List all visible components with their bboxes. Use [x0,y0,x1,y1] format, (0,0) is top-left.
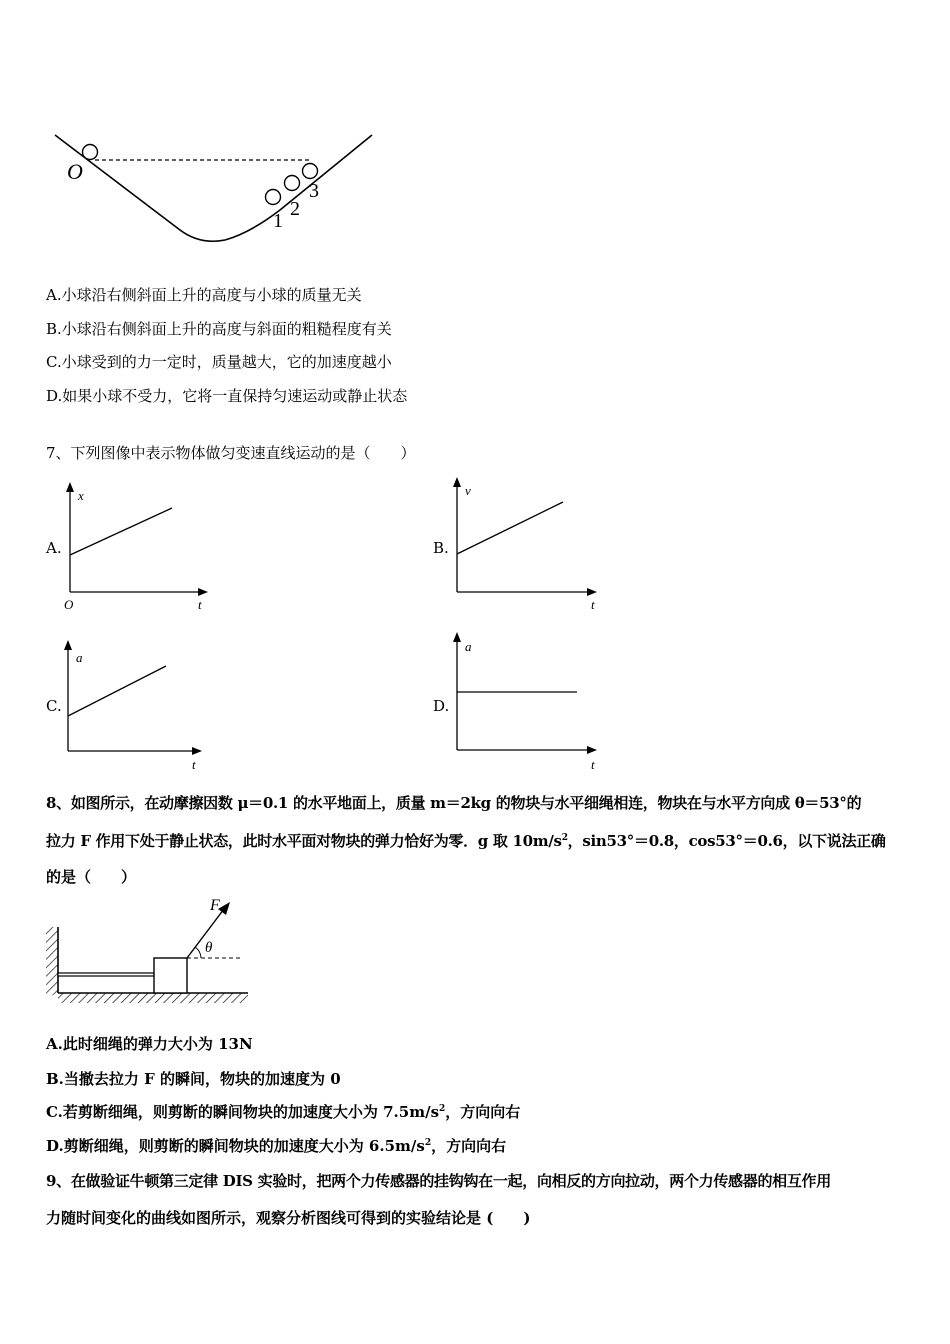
q7-graph-c-option: C. [46,697,62,715]
q9-stem-line1: 9、在做验证牛顿第三定律 DIS 实验时，把两个力传感器的挂钩钩在一起，向相反的方向拉动，两个力传感器的相互作用 [46,1172,831,1190]
ball-1-label: 1 [273,210,283,232]
force-label: F [210,897,220,914]
graph-a-x-label: t [198,597,202,612]
q8-option-c-text-b: ，方向向右 [445,1103,521,1121]
block [154,958,187,993]
q7-graph-b-option: B. [433,539,449,557]
q8-stem-line2 [46,830,886,851]
graph-b-y-arrow [453,477,461,487]
q8-option-a [46,1033,253,1054]
graph-a-y-arrow [66,482,74,492]
graph-c-x-label: t [192,757,196,772]
q8-option-d-sup: 2 [424,1138,432,1148]
q8-option-c-sup: 2 [439,1104,446,1114]
q7-graph-d-option: D. [433,697,450,715]
point-o-label: O [67,159,83,184]
graph-c-x-arrow [192,747,202,755]
q8-option-c-text-a: C.若剪断细绳，则剪断的瞬间物块的加速度大小为 7.5m/s [46,1103,440,1121]
graph-d-y-arrow [453,632,461,642]
q8-option-a-text: A.此时细绳的弹力大小为 13N [46,1035,253,1053]
q6-option-a: A.小球沿右侧斜面上升的高度与小球的质量无关 [46,286,362,304]
q8-option-d-text-a: D.剪断细绳，则剪断的瞬间物块的加速度大小为 6.5m/s [46,1137,425,1155]
graph-a-y-label: x [78,488,84,503]
q9-stem-line2: 力随时间变化的曲线如图所示，观察分析图线可得到的实验结论是 ( ) [46,1209,531,1227]
q8-option-c [46,1101,520,1122]
q8-figure [42,895,257,1010]
ball-3-label: 3 [309,180,319,202]
q8-stem-line1: 8、如图所示，在动摩擦因数 μ＝0.1 的水平地面上，质量 m＝2kg 的物块与水平细绳相连，物块在与水平方向成 θ＝53°的 [46,794,862,812]
wall-hatch [46,927,58,995]
q7-graph-a [60,480,220,615]
graph-d-y-label: a [465,639,472,654]
graph-d-x-label: t [591,757,595,772]
graph-c-y-label: a [76,650,83,665]
q8-option-d [46,1135,506,1156]
graph-a-x-arrow [198,588,208,596]
graph-d-x-arrow [587,746,597,754]
q6-option-d: D.如果小球不受力，它将一直保持匀速运动或静止状态 [46,387,408,405]
q7-stem: 7、下列图像中表示物体做匀变速直线运动的是（ ） [46,444,416,462]
graph-b-x-label: t [591,597,595,612]
ball-3 [303,164,318,179]
rope [58,973,154,976]
ball-at-o [83,145,98,160]
graph-a-line [70,508,172,555]
q8-stem-line3: 的是（ ） [46,868,137,886]
graph-c-line [68,666,166,716]
q8-stem-line2-b: ，sin53°＝0.8，cos53°＝0.6，以下说法正确 [567,832,886,850]
graph-b-x-arrow [587,588,597,596]
q7-graph-b [447,475,607,615]
q7-graph-d [447,630,607,772]
ground-hatch [58,993,248,1003]
q6-option-b: B.小球沿右侧斜面上升的高度与斜面的粗糙程度有关 [46,320,392,338]
ball-2 [285,176,300,191]
q7-graph-a-option: A. [46,539,62,557]
ramp-figure [50,125,380,245]
graph-b-y-label: v [465,483,471,498]
q8-stem-line2-sup: 2 [561,833,568,843]
q8-option-b [46,1068,341,1089]
ball-1 [266,190,281,205]
ramp-track [55,135,372,241]
q8-stem-line2-a: 拉力 F 作用下处于静止状态，此时水平面对物块的弹力恰好为零．g 取 10m/s [46,832,562,850]
q7-graph-c [58,638,218,773]
force-arrow-head [218,902,230,915]
graph-b-line [457,502,563,554]
q8-option-b-text: B.当撤去拉力 F 的瞬间，物块的加速度为 0 [46,1070,341,1088]
q8-option-d-text-b: ，方向向右 [431,1137,507,1155]
ball-2-label: 2 [290,198,300,220]
angle-arc [195,947,201,958]
graph-c-y-arrow [64,640,72,650]
graph-a-origin-label: O [64,597,74,612]
angle-label: θ [205,940,213,956]
q6-option-c: C.小球受到的力一定时，质量越大，它的加速度越小 [46,353,392,371]
